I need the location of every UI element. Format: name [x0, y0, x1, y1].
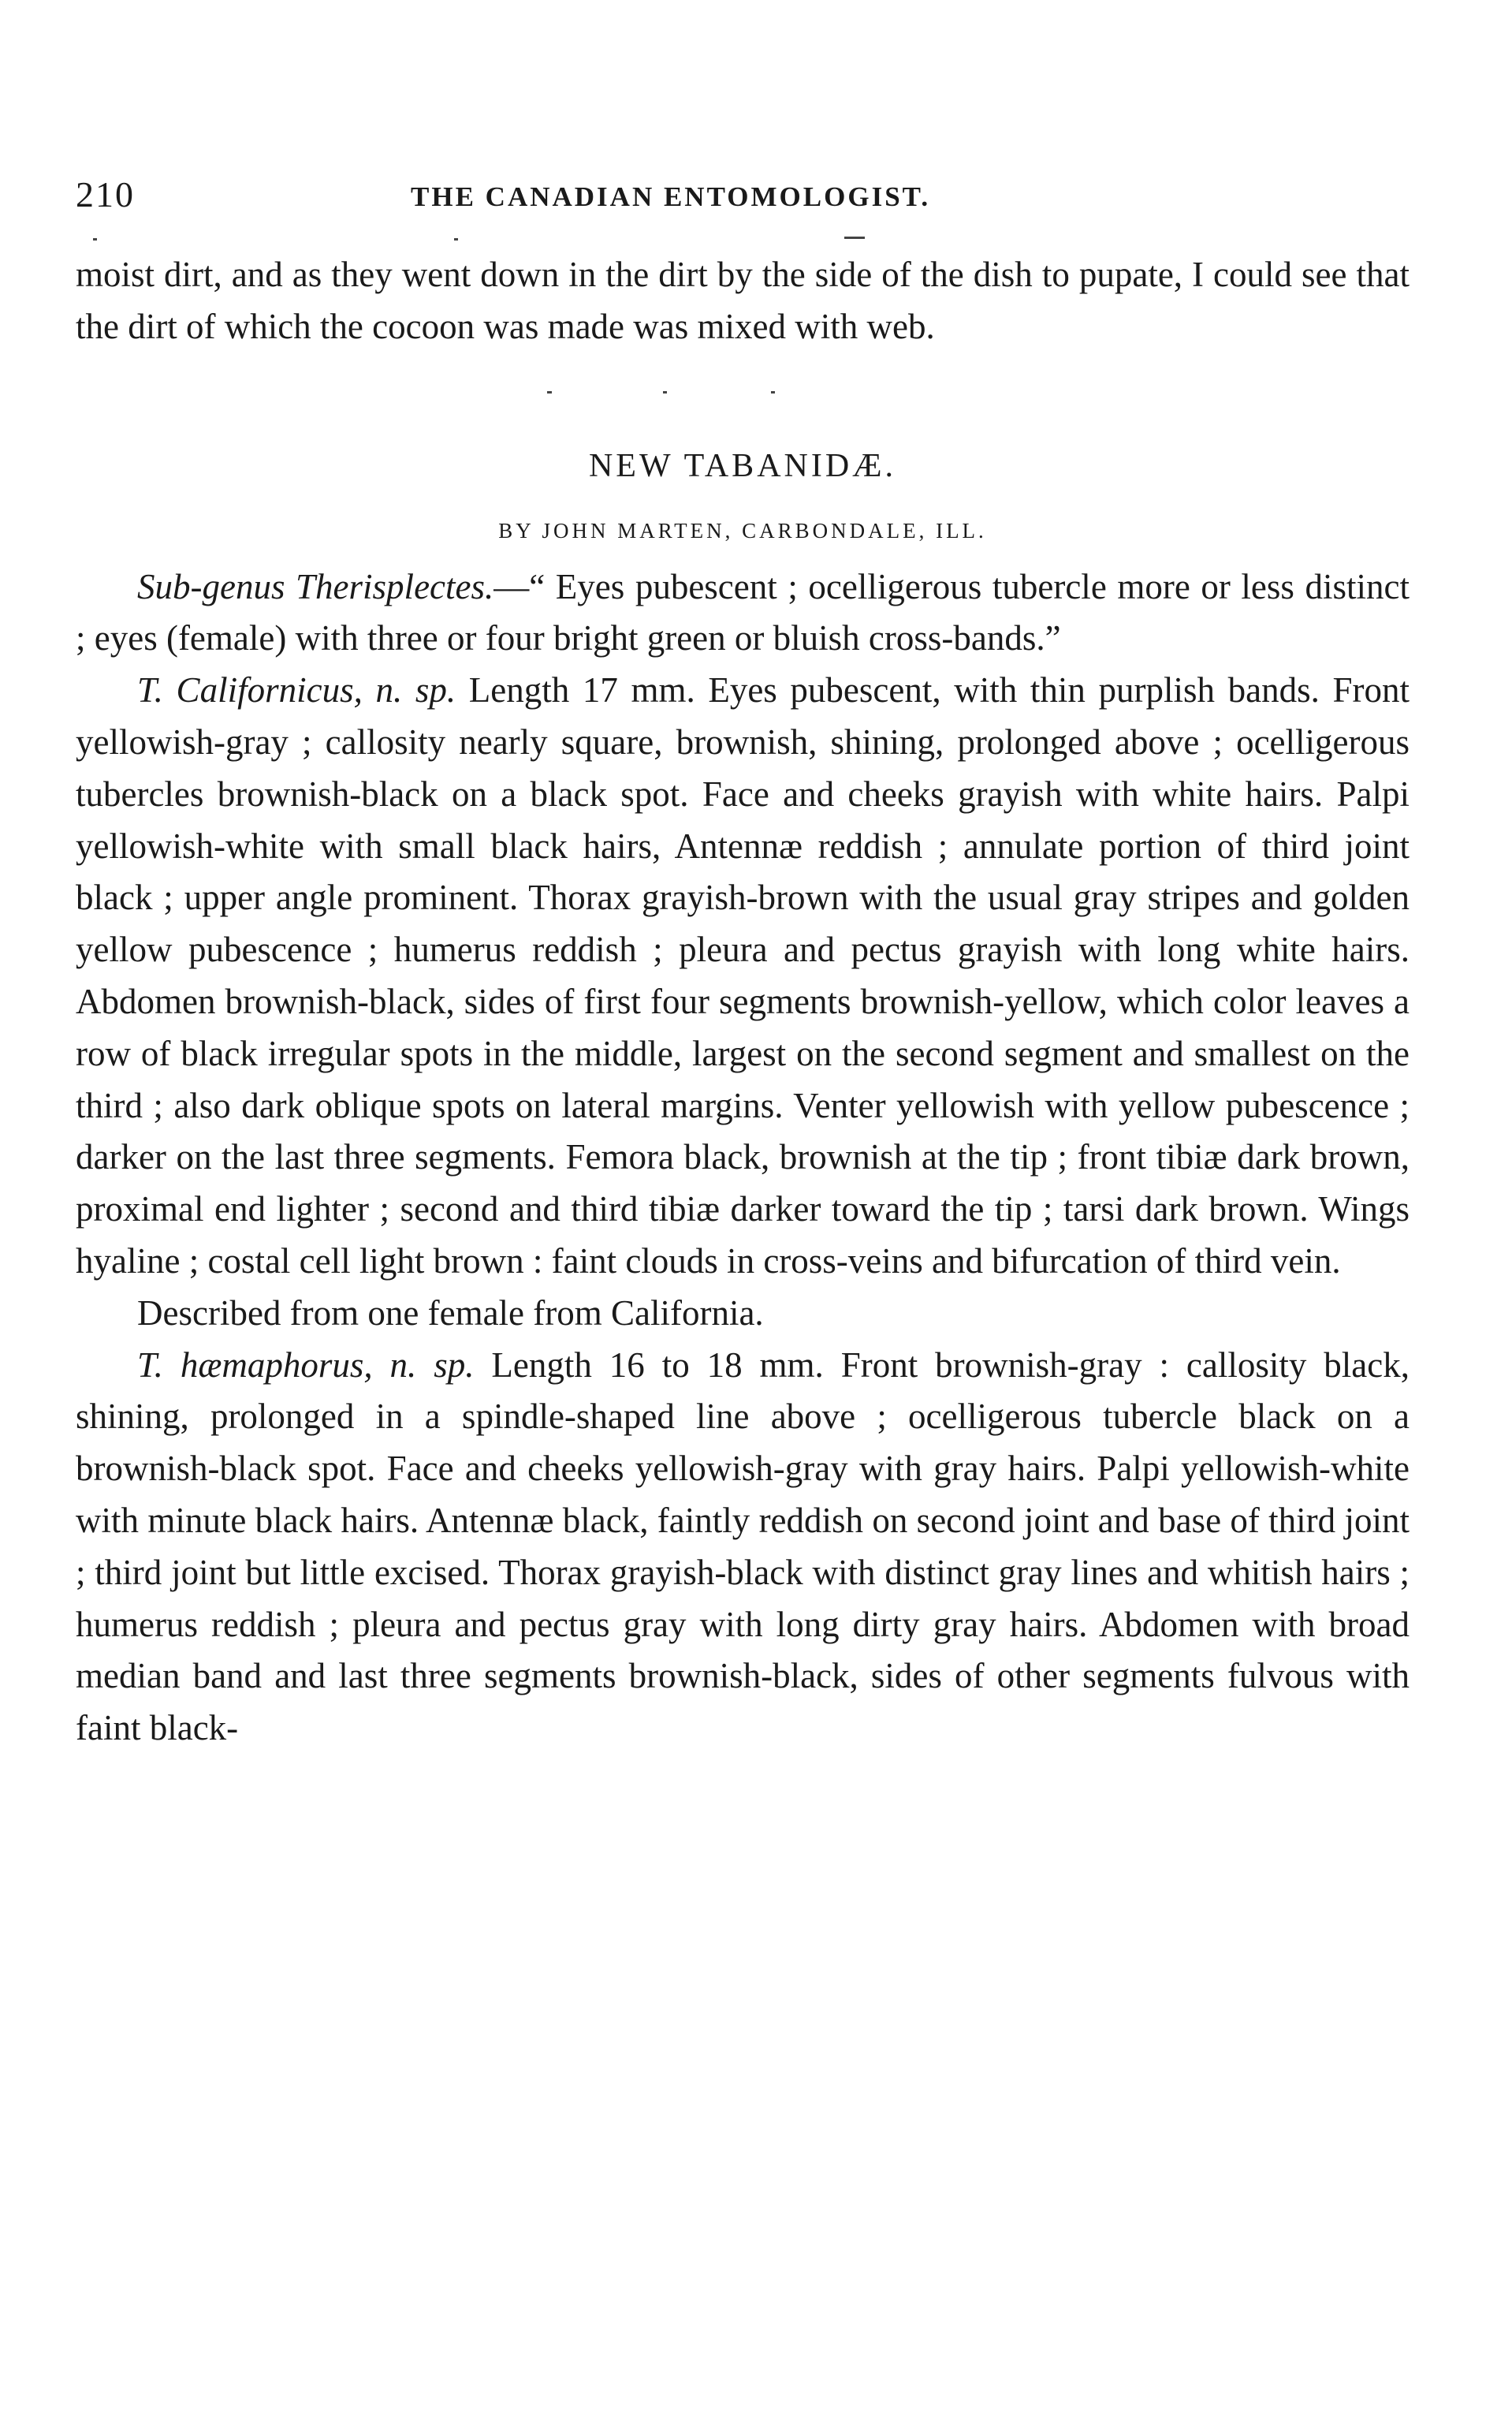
divider-mark — [547, 391, 552, 393]
ink-speck — [454, 238, 458, 241]
section-divider — [76, 353, 1410, 432]
article-title: NEW TABANIDÆ. — [588, 447, 897, 484]
divider-mark — [771, 391, 775, 393]
running-head — [76, 173, 1410, 229]
page-number: 210 — [76, 174, 135, 214]
continuation-paragraph: moist dirt, and as they went down in the dirt by the side of the dish to pupate, I could see that the dirt of which the cocoon was made was mixed with web. — [76, 255, 1410, 346]
species-description: Length 17 mm. Eyes pubescent, with thin purplish bands. Front yellowish-gray ; callosity nearly square, brownish, shining, prolonged above ; ocelligerous tubercles brownish-black on a black spot. Face and cheeks grayish with white hairs. Palpi yellowish-white with small black hairs, Antennæ reddish ; annulate portion of third joint black ; upper angle prominent. Thorax grayish-brown with the usual gray stripes and golden yellow pubescence ; humerus reddish ; pleura and pectus grayish with long white hairs. Abdomen brownish-black, sides of first four segments brownish-yellow, which color leaves a row of black irregular spots in the middle, largest on the second segment and smallest on the third ; also dark oblique spots on lateral margins. Venter yellowish with yellow pubescence ; darker on the last three segments. Femora black, brownish at the tip ; front tibiæ dark brown, proximal end lighter ; second and third tibiæ darker toward the tip ; tarsi dark brown. Wings hyaline ; costal cell light brown : faint clouds in cross-veins and bifurcation of third vein. — [76, 670, 1410, 1281]
species-name: T. Californicus, n. sp. — [137, 670, 456, 710]
journal-title: THE CANADIAN ENTOMOLOGIST. — [411, 181, 931, 212]
species-paragraph — [76, 665, 1410, 1288]
divider-mark — [663, 391, 667, 393]
article-byline: BY JOHN MARTEN, CARBONDALE, ILL. — [498, 518, 987, 543]
species-description: Length 16 to 18 mm. Front brownish-gray : callosity black, shining, prolonged in a spindle-shaped line above ; ocelligerous tubercle black on a brownish-black spot. Face and cheeks yellowish-gray with gray hairs. Palpi yellowish-white with minute black hairs. Antennæ black, faintly reddish on second joint and base of third joint ; third joint but little excised. Thorax grayish-black with distinct gray lines and whitish hairs ; humerus reddish ; pleura and pectus gray with long dirty gray hairs. Abdomen with broad median band and last three segments brownish-black, sides of other segments fulvous with faint black- — [76, 1345, 1410, 1748]
species-paragraph — [76, 1340, 1410, 1755]
subgenus-description: —“ Eyes pubescent ; ocelligerous tubercle more or less distinct ; eyes (female) with three or four bright green or bluish cross-bands.” — [76, 566, 1410, 658]
print-specks — [76, 229, 1410, 249]
subgenus-name: Sub-genus Therisplectes. — [137, 566, 494, 606]
species-name: T. hæmaphorus, n. sp. — [137, 1345, 475, 1385]
ink-speck — [844, 237, 865, 239]
ink-speck — [93, 238, 97, 241]
specimen-note: Described from one female from California. — [137, 1292, 764, 1333]
subgenus-paragraph — [76, 561, 1410, 666]
book-page — [76, 173, 1410, 1755]
